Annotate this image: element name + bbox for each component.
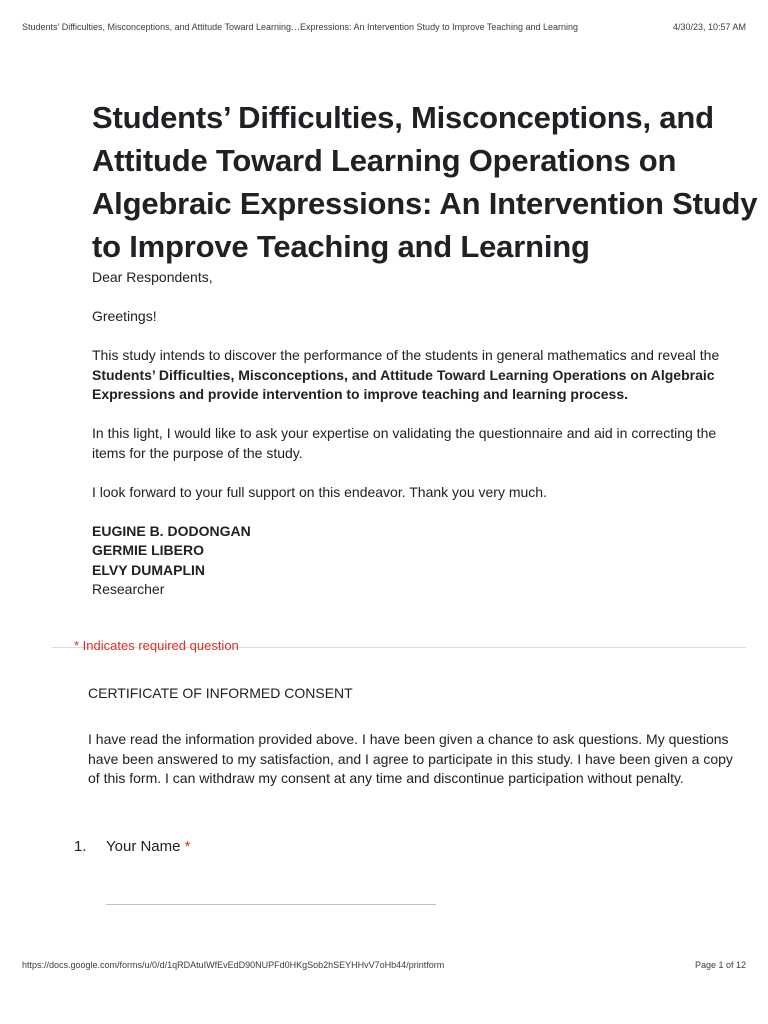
intro-bold-text: Students’ Difficulties, Misconceptions, and Attitude Toward Learning Operations on Algebraic Expressions and provide intervention to improve teaching and learning process. [92,366,715,402]
question-label: Your Name [106,838,181,855]
intro-paragraph [92,346,752,405]
question-your-name [74,838,191,855]
form-description [92,268,752,600]
name-answer-field[interactable] [106,904,436,905]
page-number: Page 1 of 12 [694,960,746,970]
required-note-row [52,636,746,656]
print-header-timestamp: 4/30/23, 10:57 AM [672,22,746,32]
researcher-role: Researcher [92,581,165,597]
researcher-name: GERMIE LIBERO [92,542,205,558]
required-note: * Indicates required question [74,638,239,653]
request-paragraph: In this light, I would like to ask your expertise on validating the questionnaire and aid in correcting the items for the purpose of the study. [92,425,717,461]
question-number: 1. [74,838,87,855]
print-footer [22,960,746,970]
print-footer-url: https://docs.google.com/forms/u/0/d/1qRDAtuIWfEvEdD90NUPFd0HKgSob2hSEYHHvV7oHb44/printform [22,960,445,970]
closing-paragraph: I look forward to your full support on this endeavor. Thank you very much. [92,483,547,500]
required-asterisk: * [184,838,191,855]
print-header-title: Students’ Difficulties, Misconceptions, and Attitude Toward Learning…Expressions: An Intervention Study to Improve Teaching and Learning [22,22,578,32]
salutation: Dear Respondents, [92,269,213,285]
consent-text: I have read the information provided above. I have been given a chance to ask questions. My questions have been answered to my satisfaction, and I agree to participate in this study. I have been given a copy of this form. I can withdraw my consent at any time and discontinue participation without penalty. [88,731,733,786]
intro-text: This study intends to discover the performance of the students in general mathematics and reveal the [92,347,720,363]
consent-heading: CERTIFICATE OF INFORMED CONSENT [88,685,353,701]
researcher-name: EUGINE B. DODONGAN [92,522,251,539]
form-title: Students’ Difficulties, Misconceptions, and Attitude Toward Learning Operations on Algebraic Expressions: An Intervention Study to Improve Teaching and Learning [92,100,758,264]
greeting: Greetings! [92,308,157,324]
researcher-name: ELVY DUMAPLIN [92,561,206,578]
print-header [22,22,746,32]
